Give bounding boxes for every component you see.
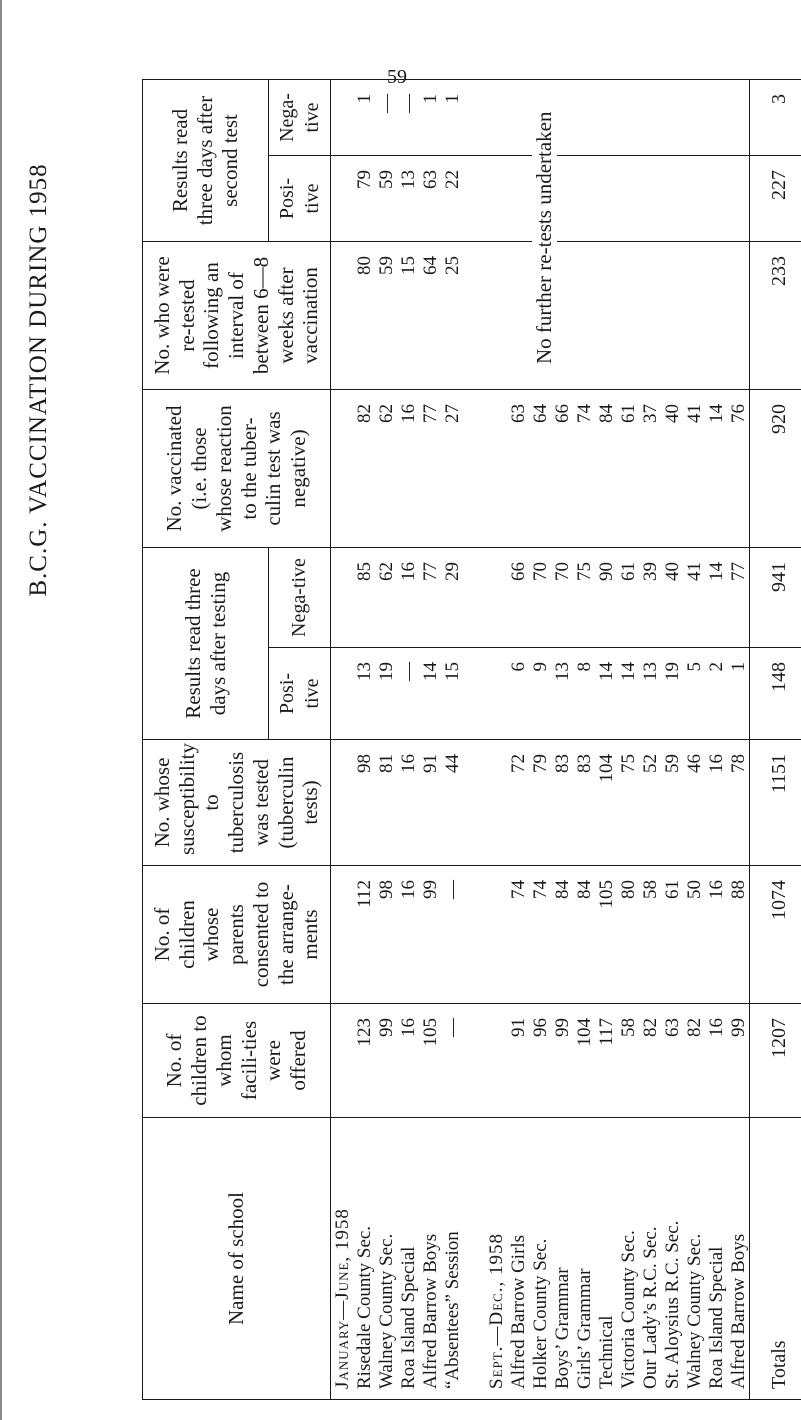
group-heading: Sept.—Dec., 1958 [486, 1232, 507, 1389]
pos-value: 14 [618, 662, 639, 681]
vacc-value: 14 [706, 404, 727, 423]
school-name: Roa Island Special [398, 1246, 419, 1389]
pos-value: 13 [552, 662, 573, 681]
group-heading-spacer [485, 404, 507, 537]
consented-value: 50 [684, 880, 705, 899]
school-name: Our Lady’s R.C. Sec. [640, 1226, 661, 1389]
tested-value: 72 [508, 754, 529, 773]
offered-value: 105 [420, 1018, 441, 1047]
header-vaccinated: No. vaccinated (i.e. those whose reaction to the tuber-culin test was negative) [143, 390, 331, 548]
vacc-value: 16 [398, 404, 419, 423]
group-heading-spacer [331, 170, 353, 231]
no-further-retests-note: No further re-tests undertaken [532, 106, 557, 370]
total-vaccinated: 920 [750, 390, 801, 548]
school-name: Alfred Barrow Girls [508, 1234, 529, 1389]
pos-value: 13 [354, 662, 375, 681]
offered-value: 96 [530, 1018, 551, 1037]
retested-value [573, 256, 595, 379]
offered-value: 16 [706, 1018, 727, 1037]
neg2-value: 1 [420, 93, 441, 104]
consented-value: 84 [552, 880, 573, 899]
pos2-value: 13 [398, 170, 419, 189]
pos-value: 19 [376, 662, 397, 681]
page-number: 59 [387, 66, 407, 88]
tested-value: 79 [530, 754, 551, 773]
retested-value: 15 [398, 256, 419, 275]
pos2-value: 59 [376, 170, 397, 189]
pos2-value [661, 170, 683, 231]
group-heading-spacer [331, 754, 353, 855]
consented-value: 88 [728, 880, 749, 899]
page-title-area [4, 0, 74, 1420]
vacc-value: 74 [574, 404, 595, 423]
retested-value [683, 256, 705, 379]
pos-value: 1 [728, 662, 749, 672]
page-title: B.C.G. VACCINATION DURING 1958 [25, 163, 52, 597]
neg-value: 61 [618, 562, 639, 581]
consented-value: 61 [662, 880, 683, 899]
group-heading-spacer [485, 662, 507, 729]
neg2-value [661, 94, 683, 145]
school-name: Roa Island Special [706, 1246, 727, 1389]
pos2-value: 79 [354, 170, 375, 189]
tested-cell [331, 740, 750, 866]
neg-value: 62 [376, 562, 397, 581]
group-heading-spacer [485, 256, 507, 379]
tested-value: 83 [574, 754, 595, 773]
neg-value: 41 [684, 562, 705, 581]
school-name: St. Aloysius R.C. Sec. [662, 1220, 683, 1389]
pos2-value [639, 170, 661, 231]
neg2-value [639, 94, 661, 145]
neg-value: 39 [640, 562, 661, 581]
tested-value: 16 [398, 754, 419, 773]
header-retested: No. who were re-tested following an interval of between 6—8 weeks after vaccination [143, 242, 331, 390]
group-heading-spacer [485, 562, 507, 637]
group-heading-spacer [331, 1018, 353, 1107]
pos-value: 5 [684, 662, 705, 672]
retested-value [595, 256, 617, 379]
pos2-value: 63 [420, 170, 441, 189]
group-heading-spacer [485, 170, 507, 231]
vacc-value: 76 [728, 404, 749, 423]
vacc-value: 64 [530, 404, 551, 423]
consented-value: 16 [706, 880, 727, 899]
pos-value: 15 [442, 662, 463, 681]
tested-value: 81 [376, 754, 397, 773]
tested-value: 59 [662, 754, 683, 773]
header-tested: No. whose susceptibility to tuberculosis was tested (tuberculin tests) [143, 740, 331, 866]
neg-value: 90 [596, 562, 617, 581]
header-results-read: Results read three days after testing [143, 548, 269, 740]
neg-value: 66 [508, 562, 529, 581]
total-retested: 233 [750, 242, 801, 390]
vaccinated-cell [331, 390, 750, 548]
school-name: Technical [596, 1315, 617, 1389]
pos-value: 2 [706, 662, 727, 672]
neg-value: 70 [530, 562, 551, 581]
neg-value: 75 [574, 562, 595, 581]
total-negative: 941 [750, 548, 801, 648]
neg-value: 14 [706, 562, 727, 581]
vacc-value: 84 [596, 404, 617, 423]
vacc-value: 41 [684, 404, 705, 423]
consented-value: 105 [596, 880, 617, 909]
school-names-cell [331, 1118, 750, 1400]
neg-value: 77 [420, 562, 441, 581]
consented-value: 16 [398, 880, 419, 899]
offered-value: 82 [684, 1018, 705, 1037]
header-positive-2: Posi-tive [269, 156, 331, 242]
group-heading: January—June, 1958 [332, 1208, 353, 1389]
header-results-second: Results read three days after second test [143, 79, 269, 241]
neg2-value [507, 94, 529, 145]
offered-value: 99 [728, 1018, 749, 1037]
total-negative-2: 3 [750, 79, 801, 155]
neg2-value [595, 94, 617, 145]
vacc-value: 61 [618, 404, 639, 423]
tested-value: 44 [442, 754, 463, 773]
neg2-value [617, 94, 639, 145]
pos2-value [573, 170, 595, 231]
school-name: Walney County Sec. [376, 1233, 397, 1389]
school-name: Walney County Sec. [684, 1233, 705, 1389]
pos-value: 13 [640, 662, 661, 681]
retested-value: 80 [354, 256, 375, 275]
vacc-value: 62 [376, 404, 397, 423]
retested-value: 64 [420, 256, 441, 275]
offered-value: 82 [640, 1018, 661, 1037]
pos2-value [617, 170, 639, 231]
total-positive-2: 227 [750, 156, 801, 242]
pos2-value [507, 170, 529, 231]
retested-value [705, 256, 727, 379]
pos-value: 6 [508, 662, 529, 672]
vaccination-table [142, 79, 801, 1400]
pos-value: 8 [574, 662, 595, 672]
negative-cell [331, 548, 750, 648]
offered-value: 123 [354, 1018, 375, 1047]
tested-value: 46 [684, 754, 705, 773]
pos2-value [705, 170, 727, 231]
header-offered: No. of children to whom facili-ties were offered [143, 1004, 331, 1118]
header-negative-2: Nega-tive [269, 79, 331, 155]
pos2-value [683, 170, 705, 231]
total-offered: 1207 [750, 1004, 801, 1118]
school-name: “Absentees” Session [442, 1231, 463, 1389]
neg2-value: 1 [442, 93, 463, 104]
pos-value: 19 [662, 662, 683, 681]
vacc-value: 27 [442, 404, 463, 423]
positive-cell [331, 648, 750, 740]
group-heading-spacer [331, 662, 353, 729]
pos-value: 14 [596, 662, 617, 681]
neg-value: 85 [354, 562, 375, 581]
consented-value: 58 [640, 880, 661, 899]
vacc-value: 77 [420, 404, 441, 423]
pos2-value: 22 [442, 170, 463, 189]
offered-value: 58 [618, 1018, 639, 1037]
retested-value: 59 [376, 256, 397, 275]
group-heading-spacer [331, 880, 353, 993]
group-heading-spacer [331, 256, 353, 379]
retested-value [727, 256, 749, 379]
neg2-value [727, 94, 749, 145]
tested-value: 75 [618, 754, 639, 773]
school-name: Alfred Barrow Boys [420, 1233, 441, 1389]
header-positive: Posi-tive [269, 648, 331, 740]
totals-row [750, 79, 801, 1399]
vacc-value: 82 [354, 404, 375, 423]
pos-value: — [398, 662, 419, 681]
page-edge-rule [0, 0, 2, 1420]
group-heading-spacer [331, 562, 353, 637]
vacc-value: 37 [640, 404, 661, 423]
retested-value [661, 256, 683, 379]
tested-value: 83 [552, 754, 573, 773]
tested-value: 78 [728, 754, 749, 773]
group-heading-spacer [485, 94, 507, 145]
tested-value: 91 [420, 754, 441, 773]
retested-value [507, 256, 529, 379]
consented-value: — [442, 880, 463, 899]
offered-value: 99 [552, 1018, 573, 1037]
vacc-value: 66 [552, 404, 573, 423]
school-name: Holker County Sec. [530, 1238, 551, 1389]
offered-value: 63 [662, 1018, 683, 1037]
totals-label: Totals [750, 1118, 801, 1400]
school-name: Boys’ Grammar [552, 1267, 573, 1389]
tested-value: 52 [640, 754, 661, 773]
neg2-value [573, 94, 595, 145]
offered-value: 117 [596, 1018, 617, 1046]
header-negative: Nega-tive [269, 548, 331, 648]
neg-value: 77 [728, 562, 749, 581]
pos-value: 14 [420, 662, 441, 681]
neg-value: 40 [662, 562, 683, 581]
consented-value: 99 [420, 880, 441, 899]
offered-value: 99 [376, 1018, 397, 1037]
total-tested: 1151 [750, 740, 801, 866]
group-heading-spacer [331, 94, 353, 145]
retested-value: 25 [442, 256, 463, 275]
group-heading-spacer [485, 880, 507, 993]
tested-value: 98 [354, 754, 375, 773]
school-name: Girls’ Grammar [574, 1268, 595, 1389]
total-consented: 1074 [750, 866, 801, 1004]
offered-value: — [442, 1018, 463, 1037]
tested-value: 104 [596, 754, 617, 783]
vacc-value: 40 [662, 404, 683, 423]
consented-value: 80 [618, 880, 639, 899]
neg2-value: 1 [354, 93, 375, 104]
pos-value: 9 [530, 662, 551, 672]
consented-value: 74 [508, 880, 529, 899]
offered-cell [331, 1004, 750, 1118]
neg2-value [683, 94, 705, 145]
consented-value: 112 [354, 880, 375, 908]
header-row-1 [143, 79, 269, 1399]
retested-value [639, 256, 661, 379]
tested-value: 16 [706, 754, 727, 773]
group-heading-spacer [485, 754, 507, 855]
consented-value: 98 [376, 880, 397, 899]
school-name: Alfred Barrow Boys [728, 1233, 749, 1389]
consented-value: 74 [530, 880, 551, 899]
consented-value: 84 [574, 880, 595, 899]
neg2-value: — [398, 93, 419, 113]
neg-value: 29 [442, 562, 463, 581]
offered-value: 16 [398, 1018, 419, 1037]
consented-cell [331, 866, 750, 1004]
header-consented: No. of children whose parents consented to the arrange-ments [143, 866, 331, 1004]
group-heading-spacer [331, 404, 353, 537]
pos2-value [595, 170, 617, 231]
school-name: Victoria County Sec. [618, 1230, 639, 1389]
offered-value: 91 [508, 1018, 529, 1037]
neg2-value [705, 94, 727, 145]
header-name-of-school: Name of school [143, 1118, 331, 1400]
school-name: Risedale County Sec. [354, 1225, 375, 1389]
neg-value: 16 [398, 562, 419, 581]
offered-value: 104 [574, 1018, 595, 1047]
neg2-value: — [376, 93, 397, 113]
pos2-value [727, 170, 749, 231]
neg-value: 70 [552, 562, 573, 581]
vaccination-table-rotated [142, 80, 791, 1400]
retested-value [617, 256, 639, 379]
total-positive: 148 [750, 648, 801, 740]
vacc-value: 63 [508, 404, 529, 423]
group-heading-spacer [485, 1018, 507, 1107]
